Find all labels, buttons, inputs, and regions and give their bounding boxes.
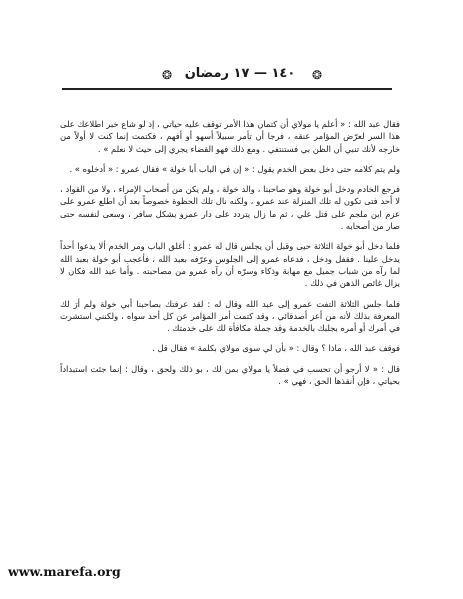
page-body [60, 118, 400, 518]
ornament-left-icon: ❂ [161, 68, 173, 82]
watermark-url: www.marefa.org [8, 564, 121, 579]
page-header [62, 64, 392, 88]
paragraph: ولم يتم كلامه حتى دخل بعض الخدم يقول : « إن في الباب أبا خولة » فقال عمرو : « أدخلوه » . [69, 163, 400, 174]
header-divider [62, 88, 392, 90]
paragraph: فرجع الخادم ودخل أبو خولة وهو صاحبنا ، والد خولة ، ولم يكن من أصحاب الإمراء ، ولا من القواد ، لا أحد فتى تكون له تلك المنزلة عند عمرو ، ولكنه نال تلك الحظوة خصوصاً بعد أن اطلع عمرو على عزم ابن ملجم على قتل علي ، ثم ما زال يتردد على دار عمرو بشكل سافر ، وسعى لنفسه حتى صار من أصحابه . [60, 184, 400, 232]
page-header-title: ١٤٠ — ١٧ رمضان [184, 66, 296, 81]
paragraph: قال : « لا أرجو أن تحسب في فضلاً يا مولاي بمن لك ، بو ذلك ولحق ، وقال : إنما جئت استبداداً بحياتي ، فإن أنقذها الحق ، فهي » . [60, 363, 400, 387]
paragraph: فلما دخل أبو خولة الثلاثة حيى وقبل أن يجلس قال له عمرو : أغلق الباب ومر الخدم ألا يدعوا أحداً يدخل علينا . فقفل ودخل ، فدعاه عمرو إلى الجلوس وعرّفه بعبد الله ، فأعجب أبو خولة بعبد الله لما رآه من شباب جميل مع مهابة وذكاء وسرّه أن رآه عمرو من مصاحبته . وأما عبد الله فكان لا يزال غائص الذهن في ذلك . [60, 241, 400, 289]
paragraph: فلما جلس الثلاثة التفت عمرو إلى عبد الله وقال له : لقد عرفتك بصاحبنا أبي خولة ولم أرَ لك المعرفة بذلك لأنه من أعز أصدقائي ، وقد كتمت أمر المؤامر عن كل أحد سواه ، ولكنني استشرت في أمرك أو أمره بجلبك بالخدمة وقد جملة مكافأة لك على خدمتك . [60, 298, 400, 334]
paragraph: فقال عبد الله : « أعلم يا مولاي أن كتمان هذا الأمر توقف عليه حياتي ، إذ لو شاع خبر اطلاعك على هذا السر لعرّض المؤامر عنقه ، فرجا أن تأمر سبيلاً أسهو أو أفهم ، فكتمت إنما كنت لا أولاً من خارجه لأنك تنبي أن الظن بي فستنتفي . ومع ذلك فهو القضاء يجري إلى حيث لا نعلم » . [60, 119, 400, 154]
ornament-right-icon: ❂ [311, 68, 323, 82]
paragraph: فوقف عبد الله ، ماذا ؟ وقال : « بأن لي سوى مولاي بكلمة » فقال قل . [152, 343, 400, 354]
